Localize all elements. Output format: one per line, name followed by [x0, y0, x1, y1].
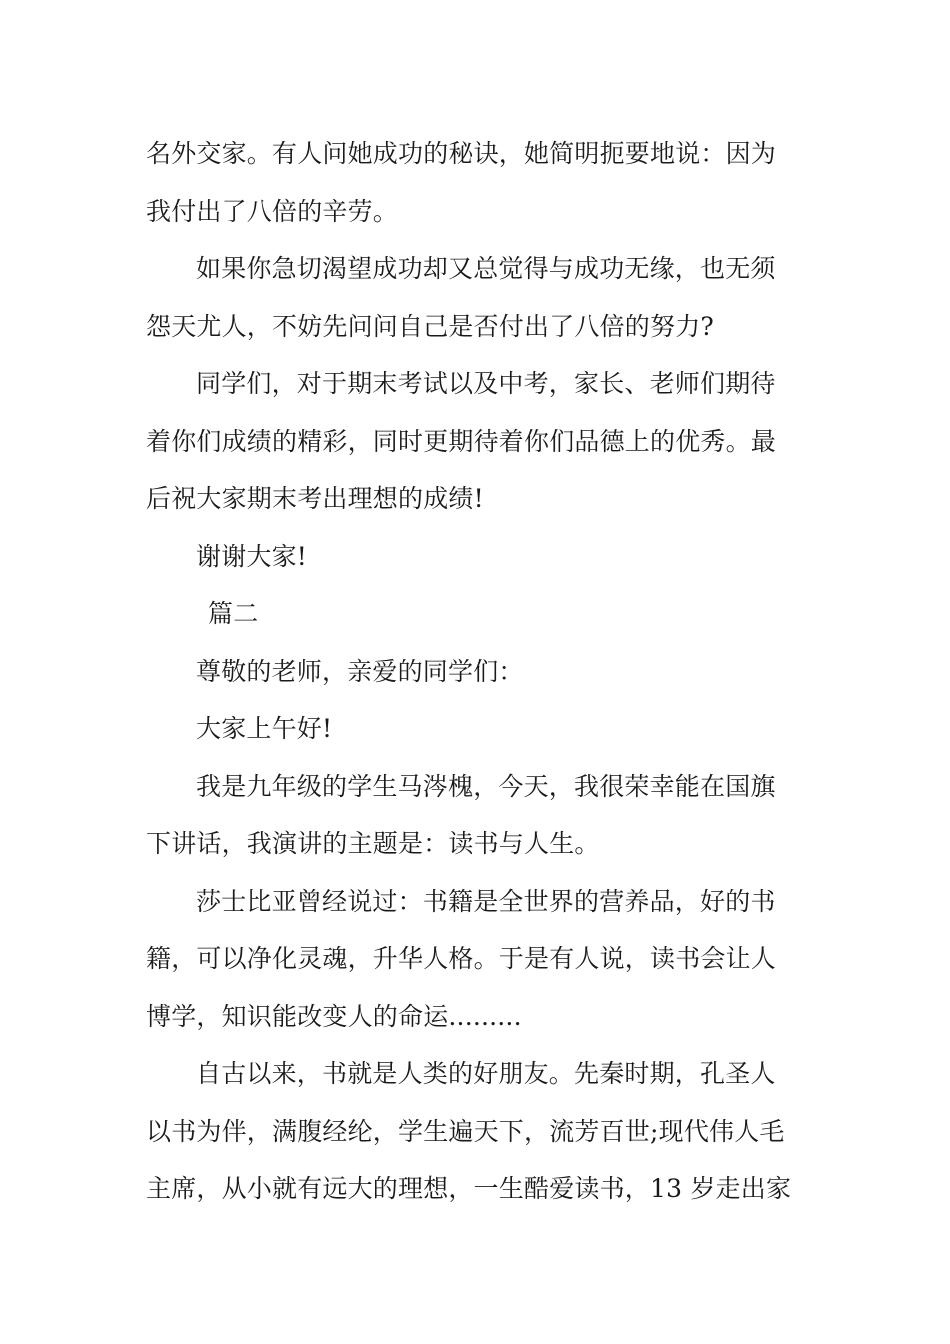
text-line: 谢谢大家!: [196, 541, 308, 571]
text-line: 莎士比亚曾经说过：书籍是全世界的营养品，好的书: [196, 886, 776, 916]
paragraph-6: [146, 700, 810, 758]
text-line: 尊敬的老师，亲爱的同学们：: [196, 656, 524, 686]
document-body: [146, 125, 810, 1218]
paragraph-1: [146, 125, 810, 240]
section-heading: [146, 585, 810, 643]
text-line: 下讲话，我演讲的主题是：读书与人生。: [146, 829, 600, 858]
text-line: 篇二: [208, 599, 259, 628]
paragraph-8: [146, 873, 810, 1046]
text-line: 博学，知识能改变人的命运.........: [146, 1001, 522, 1031]
paragraph-7: [146, 758, 810, 873]
paragraph-5: [146, 643, 810, 701]
paragraph-3: [146, 355, 810, 528]
text-line: 大家上午好!: [196, 714, 333, 743]
text-line: 自古以来，书就是人类的好朋友。先秦时期，孔圣人: [196, 1059, 776, 1088]
paragraph-4: [146, 528, 810, 586]
text-line: 后祝大家期末考出理想的成绩!: [146, 484, 484, 513]
paragraph-9: [146, 1045, 810, 1218]
text-line: 怨天尤人，不妨先问问自己是否付出了八倍的努力?: [146, 311, 715, 341]
text-line: 我付出了八倍的辛劳。: [146, 196, 399, 226]
text-line: 以书为伴，满腹经纶，学生遍天下，流芳百世;现代伟人毛: [146, 1116, 785, 1146]
text-line: 着你们成绩的精彩，同时更期待着你们品德上的优秀。最: [146, 426, 777, 456]
text-line: 名外交家。有人问她成功的秘诀，她简明扼要地说：因为: [146, 139, 777, 168]
text-line: 同学们，对于期末考试以及中考，家长、老师们期待: [196, 369, 776, 398]
text-line: 我是九年级的学生马涔槐，今天，我很荣幸能在国旗: [196, 771, 776, 801]
text-line: 主席，从小就有远大的理想，一生酷爱读书，13 岁走出家: [146, 1174, 792, 1203]
text-line: 如果你急切渴望成功却又总觉得与成功无缘，也无须: [196, 254, 776, 283]
text-line: 籍，可以净化灵魂，升华人格。于是有人说，读书会让人: [146, 944, 777, 973]
paragraph-2: [146, 240, 810, 355]
